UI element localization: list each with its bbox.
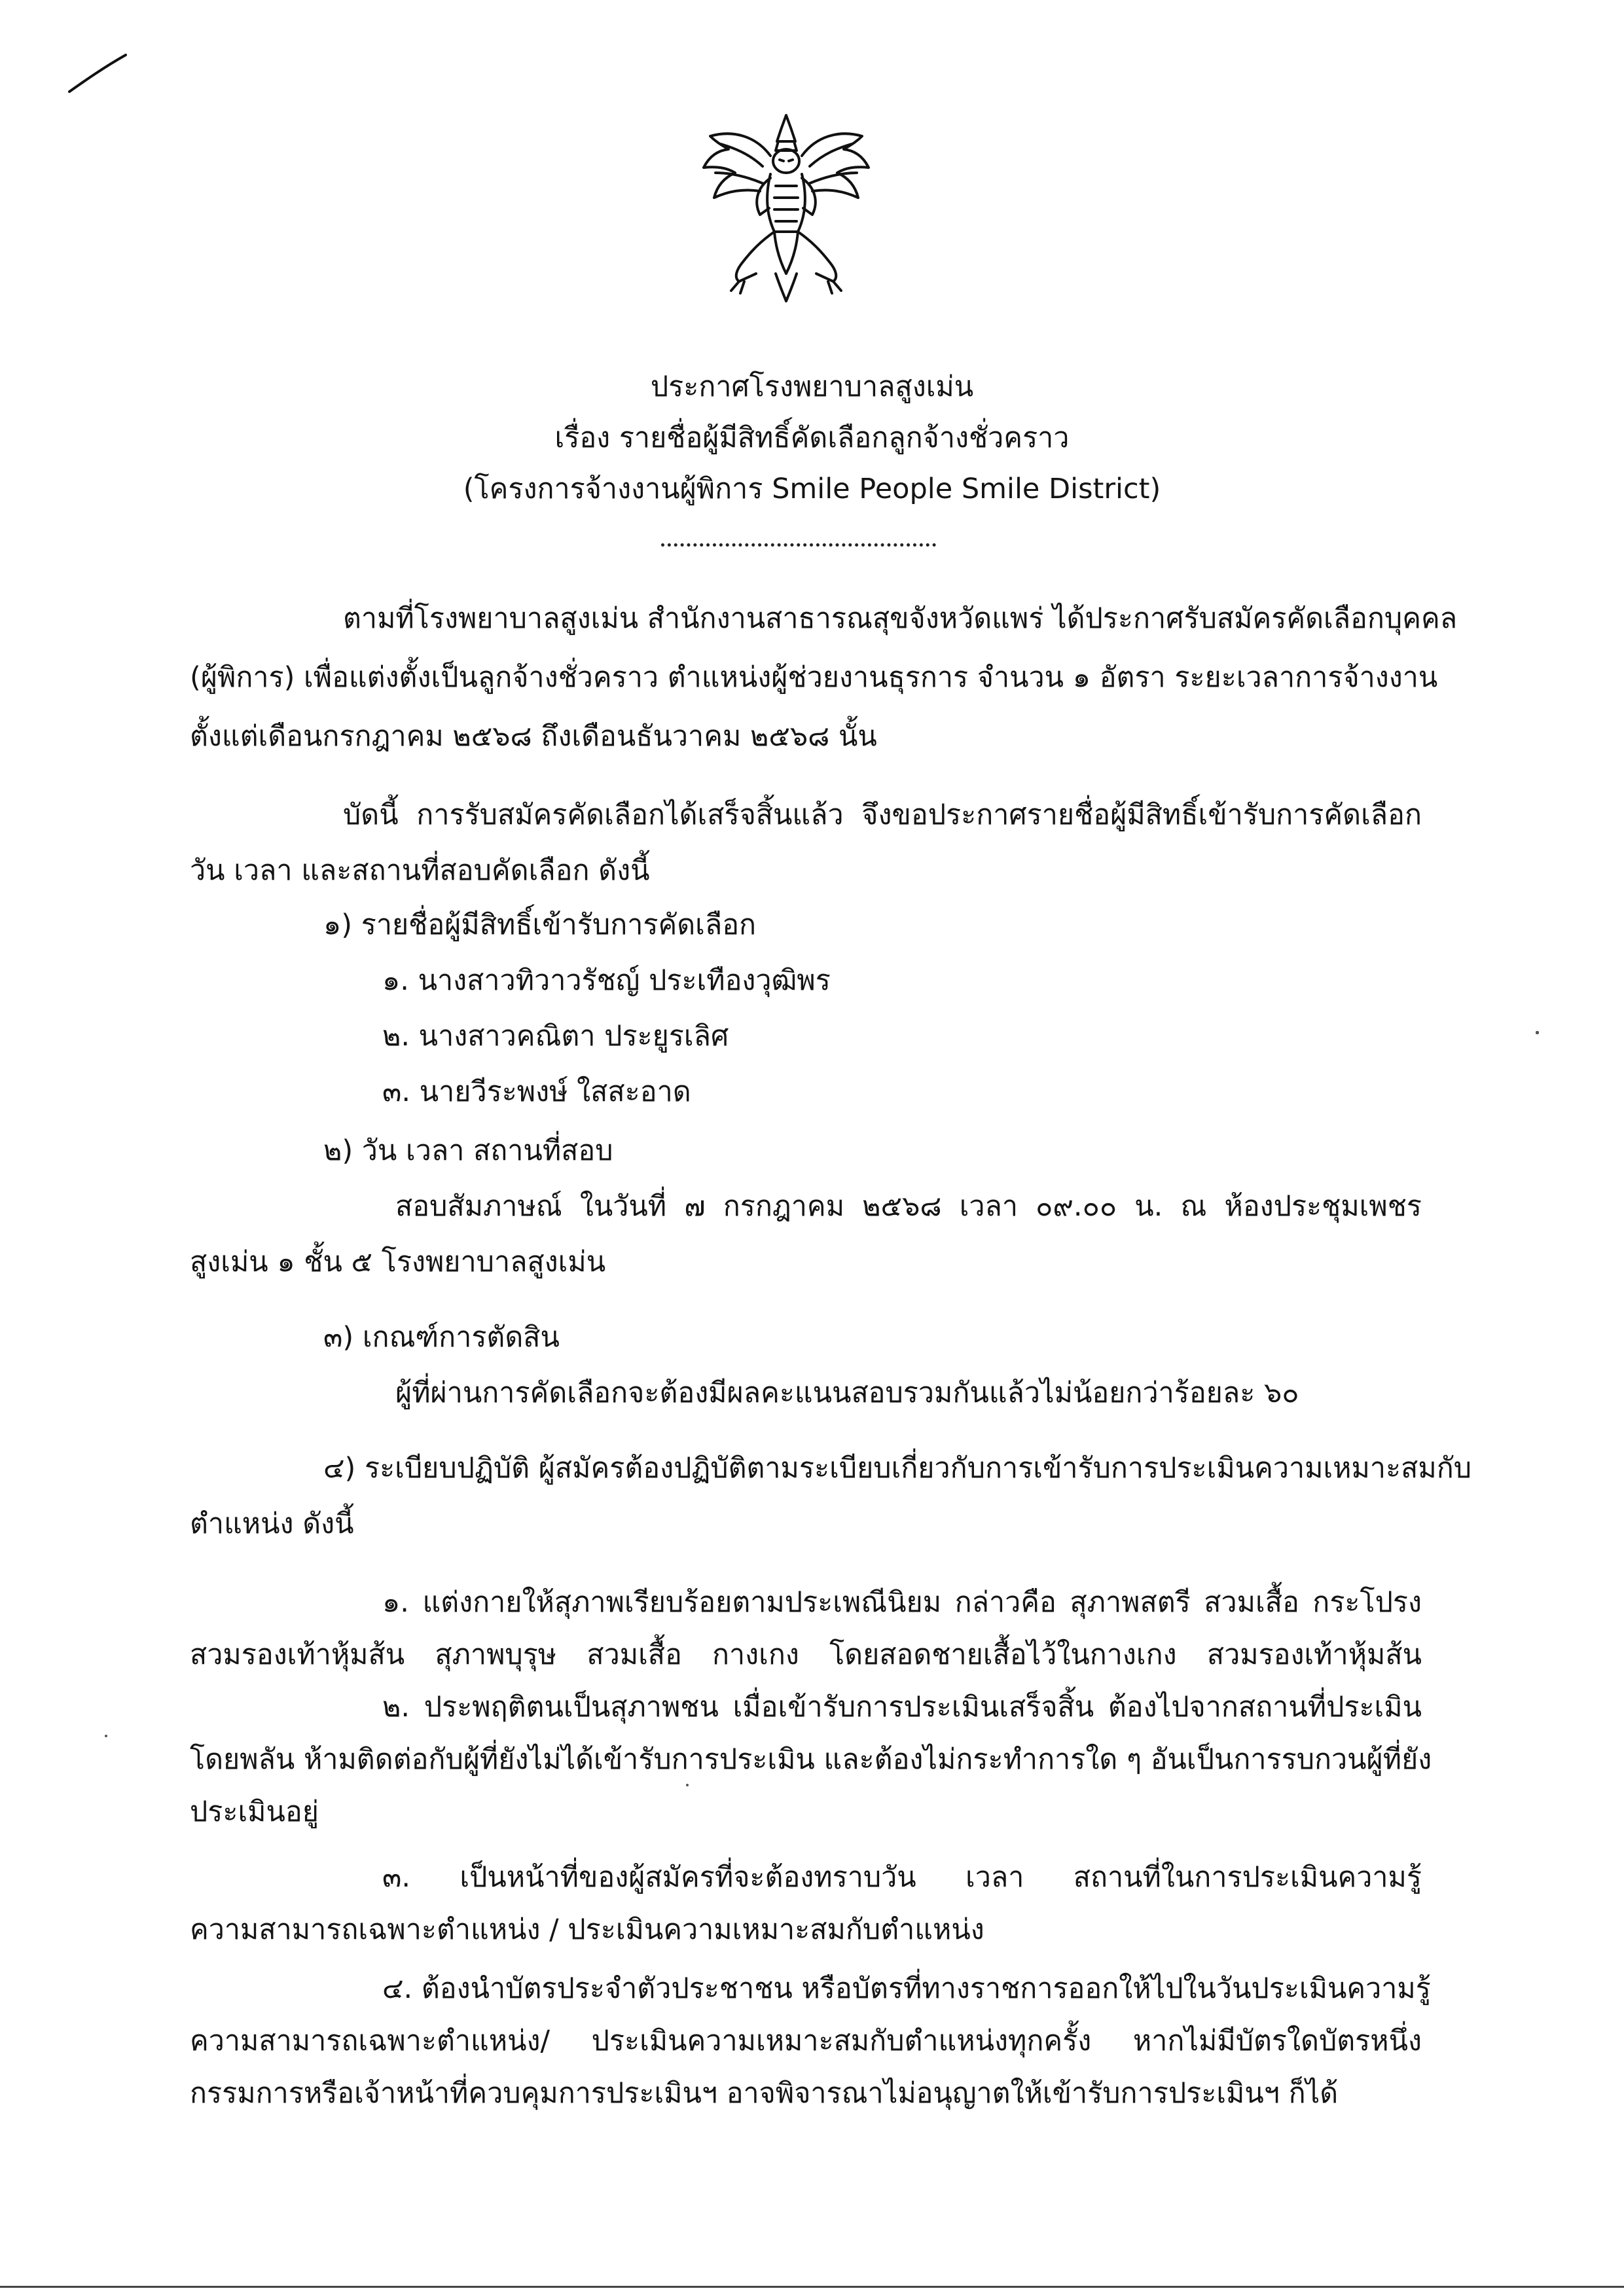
scan-speck [686,1784,689,1786]
rule-4-line-1: ๔. ต้องนำบัตรประจำตัวประชาชน หรือบัตรที่ทางราชการออกให้ไปในวันประเมินความรู้ [382,1972,1431,2005]
title-line-3: (โครงการจ้างงานผู้พิการ Smile People Smile District) [463,473,1161,505]
section-2-heading: ๒) วัน เวลา สถานที่สอบ [323,1134,613,1167]
rule-2-line-3: ประเมินอยู่ [190,1796,319,1828]
intro-line-3: ตั้งแต่เดือนกรกฎาคม ๒๕๖๘ ถึงเดือนธันวาคม ๒๕๖๘ นั้น [190,720,877,753]
scan-speck [105,1735,107,1737]
exam-schedule-line-1: สอบสัมภาษณ์ ในวันที่ ๗ กรกฎาคม ๒๕๖๘ เวลา ๐๙.๐๐ น. ณ ห้องประชุมเพชร [395,1190,1422,1223]
pen-stroke-mark [65,51,131,97]
rule-2-line-1: ๒. ประพฤติตนเป็นสุภาพชน เมื่อเข้ารับการประเมินเสร็จสิ้น ต้องไปจากสถานที่ประเมิน [382,1691,1422,1724]
scan-edge-line [0,2286,1624,2288]
exam-schedule-line-2: สูงเม่น ๑ ชั้น ๕ โรงพยาบาลสูงเม่น [190,1246,606,1278]
scan-speck [1536,1031,1539,1034]
announce-line-1: บัดนี้ การรับสมัครคัดเลือกได้เสร็จสิ้นแล้ว จึงขอประกาศรายชื่อผู้มีสิทธิ์เข้ารับการคัดเลือก [343,799,1422,831]
section-4-heading: ๔) ระเบียบปฏิบัติ ผู้สมัครต้องปฏิบัติตามระเบียบเกี่ยวกับการเข้ารับการประเมินความเหมาะสมกับ [323,1452,1472,1485]
section-4-line-2: ตำแหน่ง ดังนี้ [190,1508,354,1540]
rule-3-line-2: ความสามารถเฉพาะตำแหน่ง / ประเมินความเหมาะสมกับตำแหน่ง [190,1913,984,1946]
section-3-heading: ๓) เกณฑ์การตัดสิน [323,1321,560,1354]
rule-1-line-2: สวมรองเท้าหุ้มส้น สุภาพบุรุษ สวมเสื้อ กางเกง โดยสอดชายเสื้อไว้ในกางเกง สวมรองเท้าหุ้มส้น [190,1638,1422,1671]
rule-1-line-1: ๑. แต่งกายให้สุภาพเรียบร้อยตามประเพณีนิยม กล่าวคือ สุภาพสตรี สวมเสื้อ กระโปรง [382,1586,1422,1619]
intro-line-1: ตามที่โรงพยาบาลสูงเม่น สำนักงานสาธารณสุขจังหวัดแพร่ ได้ประกาศรับสมัครคัดเลือกบุคคล [343,602,1458,635]
rule-4-line-3: กรรมการหรือเจ้าหน้าที่ควบคุมการประเมินฯ อาจพิจารณาไม่อนุญาตให้เข้ารับการประเมินฯ ก็ได้ [190,2077,1339,2110]
section-1-heading: ๑) รายชื่อผู้มีสิทธิ์เข้ารับการคัดเลือก [323,909,757,941]
announcement-title [0,361,1624,515]
garuda-emblem-icon [697,110,875,306]
title-line-1: ประกาศโรงพยาบาลสูงเม่น [650,370,974,403]
rule-2-line-2: โดยพลัน ห้ามติดต่อกับผู้ที่ยังไม่ได้เข้ารับการประเมิน และต้องไม่กระทำการใด ๆ อันเป็นการรบกวนผู้ที่ยัง [190,1743,1432,1776]
rule-3-line-1: ๓. เป็นหน้าที่ของผู้สมัครที่จะต้องทราบวัน เวลา สถานที่ในการประเมินความรู้ [382,1861,1422,1894]
announce-line-2: วัน เวลา และสถานที่สอบคัดเลือก ดังนี้ [190,854,650,887]
criteria-line: ผู้ที่ผ่านการคัดเลือกจะต้องมีผลคะแนนสอบรวมกันแล้วไม่น้อยกว่าร้อยละ ๖๐ [395,1377,1299,1409]
title-line-2: เรื่อง รายชื่อผู้มีสิทธิ์คัดเลือกลูกจ้างชั่วคราว [554,422,1070,454]
candidate-2: ๒. นางสาวคณิตา ประยูรเลิศ [382,1020,729,1053]
candidate-3: ๓. นายวีระพงษ์ ใสสะอาด [382,1075,691,1108]
rule-4-line-2: ความสามารถเฉพาะตำแหน่ง/ ประเมินความเหมาะสมกับตำแหน่งทุกครั้ง หากไม่มีบัตรใดบัตรหนึ่ง [190,2025,1422,2057]
dotted-separator [661,543,936,551]
intro-line-2: (ผู้พิการ) เพื่อแต่งตั้งเป็นลูกจ้างชั่วคราว ตำแหน่งผู้ช่วยงานธุรการ จำนวน ๑ อัตรา ระยะเวลาการจ้างงาน [190,661,1438,694]
candidate-1: ๑. นางสาวทิวาวรัชญ์ ประเทืองวุฒิพร [382,964,831,997]
